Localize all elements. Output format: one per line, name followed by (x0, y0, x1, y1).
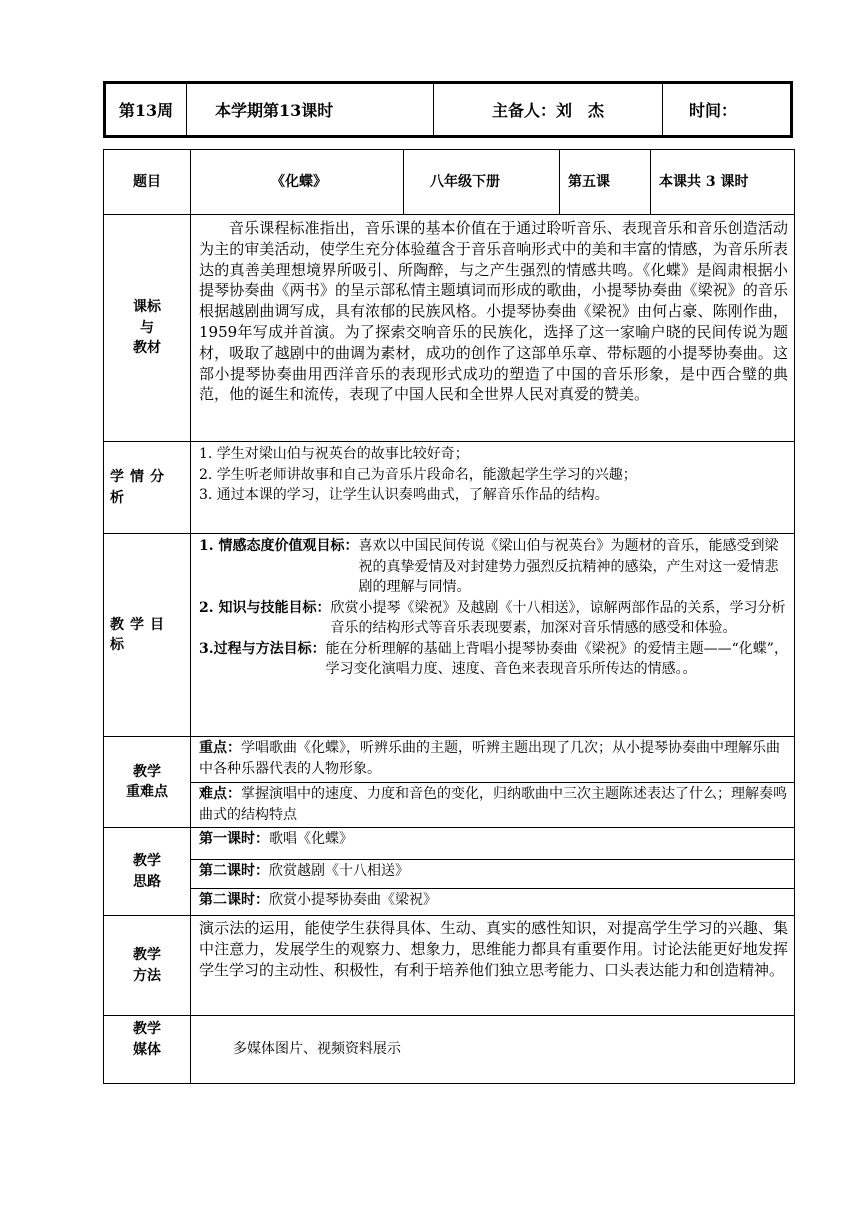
objective-text: 欣赏小提琴《梁祝》及越剧《十八相送》，谅解两部作品的关系，学习分析音乐的结构形式等音乐表现要素，加深对音乐情感的感受和体验。 (330, 599, 786, 636)
method-label-1: 教学 (133, 947, 161, 963)
media-content (191, 1016, 795, 1084)
analysis-content (191, 442, 795, 534)
method-label (104, 916, 191, 1016)
objective-text: 喜欢以中国民间传说《梁山伯与祝英台》为题材的音乐，能感受到梁祝的真挚爱情及对封建势力强烈反抗精神的感染，产生对这一爱情悲剧的理解与同情。 (358, 538, 779, 595)
keypoints-label-2: 重难点 (126, 784, 168, 800)
standards-label-2: 与 (140, 319, 154, 336)
topic-row (104, 150, 795, 215)
media-label-1: 教学 (133, 1021, 161, 1037)
keypoint-text: 学唱歌曲《化蝶》，听辨乐曲的主题，听辨主题出现了几次；从小提琴协奏曲中理解乐曲中各种乐器代表的人物形象。 (199, 740, 780, 777)
keypoint-content (191, 737, 795, 783)
media-text: 多媒体图片、视频资料展示 (233, 1041, 401, 1058)
difficulty-key: 难点： (199, 786, 241, 802)
thinking-text: 歌唱《化蝶》 (269, 831, 353, 847)
time-label: 时间： (689, 101, 738, 120)
analysis-label-2: 析 (110, 489, 130, 506)
objectives-label-1: 教学目 (110, 616, 170, 633)
thinking-label-2: 思路 (133, 873, 161, 890)
thinking-item (191, 889, 795, 916)
media-label-2: 媒体 (133, 1041, 161, 1058)
objective-key: 1. 情感态度价值观目标： (199, 538, 359, 554)
method-text: 演示法的运用，能使学生获得具体、生动、真实的感性知识，对提高学生学习的兴趣、集中注意力，发展学生的观察力、想象力，思维能力都具有重要作用。讨论法能更好地发挥学生学习的主动性、积极性，有利于培养他们独立思考能力、口头表达能力和创造精神。 (199, 919, 788, 979)
objective-key: 3.过程与方法目标： (199, 640, 326, 657)
preparer-label: 主备人： (491, 101, 556, 120)
objectives-content (191, 534, 795, 737)
week-label: 第13周 (118, 101, 174, 120)
keypoint-key: 重点： (199, 740, 241, 756)
lesson-plan-table (103, 149, 795, 1084)
objectives-label-2: 标 (110, 637, 130, 653)
analysis-item: 2. 学生听老师讲故事和自己为音乐片段命名，能激起学生学习的兴趣； (199, 466, 637, 483)
thinking-key: 第一课时： (199, 831, 269, 847)
total-hours-label: 本课共 3 课时 (651, 150, 795, 215)
thinking-key: 第二课时： (199, 892, 269, 908)
thinking-row (104, 889, 795, 916)
analysis-label-1: 学情分 (110, 469, 170, 485)
standards-label (104, 215, 191, 442)
analysis-row (104, 442, 795, 534)
analysis-item: 3. 通过本课的学习，让学生认识奏鸣曲式，了解音乐作品的结构。 (199, 487, 609, 503)
method-content (191, 916, 795, 1016)
keypoints-label (104, 737, 191, 828)
thinking-text: 欣赏越剧《十八相送》 (269, 863, 409, 879)
objective-key: 2. 知识与技能目标： (199, 599, 331, 616)
method-row (104, 916, 795, 1016)
keypoints-label-1: 教学 (133, 763, 161, 780)
difficulty-row (104, 783, 795, 828)
lesson-label: 第五课 (560, 150, 651, 215)
thinking-row (104, 860, 795, 889)
week-cell (105, 83, 187, 137)
keypoint-row (104, 737, 795, 783)
objective-item (199, 536, 788, 598)
topic-title: 《化蝶》 (191, 150, 404, 215)
difficulty-text: 掌握演唱中的速度、力度和音色的变化，归纳歌曲中三次主题陈述表达了什么；理解奏鸣曲式的结构特点 (199, 786, 787, 823)
standards-label-3: 教材 (133, 340, 161, 357)
objectives-row (104, 534, 795, 737)
objective-item (199, 639, 788, 680)
standards-label-1: 课标 (133, 299, 161, 316)
standards-text: 音乐课程标准指出，音乐课的基本价值在于通过聆听音乐、表现音乐和音乐创造活动为主的审美活动，使学生充分体验蕴含于音乐音响形式中的美和丰富的情感，为音乐所表达的真善美理想境界所吸引、所陶醉，与之产生强烈的情感共鸣。《化蝶》是阎肃根据小提琴协奏曲《两书》的呈示部私情主题填词而形成的歌曲，小提琴协奏曲《梁祝》的音乐根据越剧曲调写成，具有浓郁的民族风格。小提琴协奏曲《梁祝》由何占豪、陈刚作曲，1959年写成并首演。为了探索交响音乐的民族化，选择了这一家喻户晓的民间传说为题材，吸取了越剧中的曲调为素材，成功的创作了这部单乐章、带标题的小提琴协奏曲。这部小提琴协奏曲用西洋音乐的表现形式成功的塑造了中国的音乐形象，是中西合璧的典范，他的诞生和流传，表现了中国人民和全世界人民对真爱的赞美。 (199, 219, 788, 404)
method-label-2: 方法 (133, 967, 161, 984)
thinking-label (104, 828, 191, 916)
media-row (104, 1016, 795, 1084)
topic-label: 题目 (104, 150, 191, 215)
standards-content (191, 215, 795, 442)
objective-item (199, 598, 788, 639)
preparer-cell (434, 83, 663, 137)
thinking-key: 第二课时： (199, 863, 269, 879)
period-cell (187, 83, 434, 137)
thinking-item (191, 860, 795, 889)
thinking-label-1: 教学 (133, 853, 161, 869)
analysis-label (104, 442, 191, 534)
objectives-label (104, 534, 191, 737)
standards-row (104, 215, 795, 442)
time-cell (663, 83, 792, 137)
grade-label: 八年级下册 (404, 150, 560, 215)
preparer-name: 刘 杰 (556, 101, 605, 120)
difficulty-content (191, 783, 795, 828)
thinking-row (104, 828, 795, 860)
analysis-item: 1. 学生对梁山伯与祝英台的故事比较好奇； (199, 446, 469, 462)
media-label (104, 1016, 191, 1084)
thinking-text: 欣赏小提琴协奏曲《梁祝》 (269, 892, 437, 908)
objective-text: 能在分析理解的基础上背唱小提琴协奏曲《梁祝》的爱情主题——“化蝶”，学习变化演唱力度、速度、音色来表现音乐所传达的情感。。 (325, 640, 788, 677)
period-label: 本学期第13课时 (215, 101, 334, 120)
header-table (103, 81, 793, 138)
thinking-item (191, 828, 795, 860)
